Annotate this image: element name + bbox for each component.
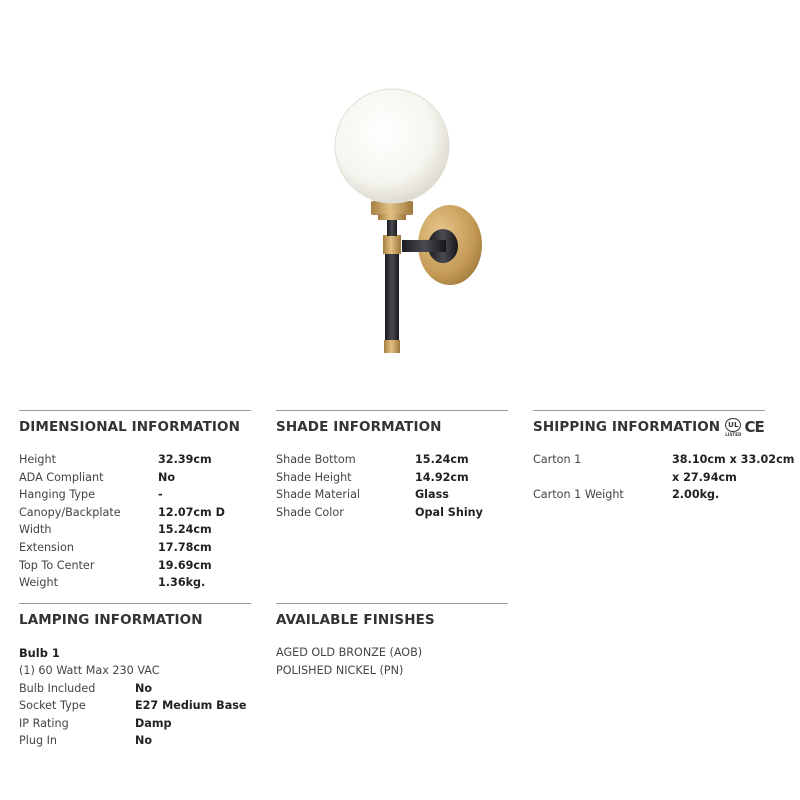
spec-row	[19, 680, 251, 698]
spec-value: Opal Shiny	[415, 505, 483, 519]
spec-row	[276, 486, 508, 504]
spec-value: x 27.94cm	[672, 470, 737, 484]
spec-label: Top To Center	[19, 558, 95, 572]
spec-value: 2.00kg.	[672, 488, 720, 502]
spec-label: Height	[19, 453, 56, 466]
spec-label: Shade Height	[276, 470, 352, 484]
spec-value: Glass	[415, 488, 449, 502]
spec-row	[19, 451, 251, 469]
shade-section	[276, 410, 508, 521]
spec-row	[276, 451, 508, 469]
arm	[402, 240, 446, 252]
dimensional-section	[19, 410, 251, 592]
spec-label: Weight	[19, 576, 58, 590]
shipping-title: SHIPPING INFORMATION	[533, 419, 721, 435]
finish-item: AGED OLD BRONZE (AOB)	[276, 646, 423, 659]
lamping-title: LAMPING INFORMATION	[19, 612, 203, 628]
ul-listed-icon	[725, 418, 741, 437]
spec-label: Width	[19, 523, 52, 537]
lamping-section	[19, 603, 251, 750]
spec-value: No	[135, 681, 153, 695]
spec-row	[276, 469, 508, 487]
spec-value: 32.39cm	[158, 453, 212, 466]
shipping-section	[533, 410, 795, 504]
spec-row	[19, 574, 251, 592]
spec-row	[19, 486, 251, 504]
spec-row	[19, 521, 251, 539]
spec-value: 17.78cm	[158, 540, 212, 554]
bulb-heading: Bulb 1	[19, 646, 60, 660]
ul-logo-text: UL	[725, 418, 741, 432]
spec-label: IP Rating	[19, 716, 69, 730]
spec-label: Plug In	[19, 734, 57, 748]
spec-label: Shade Material	[276, 488, 361, 502]
spec-label: Shade Bottom	[276, 453, 356, 466]
spec-value: 15.24cm	[415, 453, 469, 466]
spec-label: ADA Compliant	[19, 470, 104, 484]
ul-listed-text: LISTED	[725, 431, 742, 437]
section-divider	[19, 410, 251, 411]
spec-label: Hanging Type	[19, 488, 96, 502]
finish-item: POLISHED NICKEL (PN)	[276, 663, 404, 677]
stem-brass-foot	[384, 340, 400, 353]
spec-row-continuation	[533, 469, 765, 487]
spec-row	[533, 451, 795, 469]
finishes-title: AVAILABLE FINISHES	[276, 612, 435, 628]
spec-value: 38.10cm x 33.02cm	[672, 453, 795, 466]
certifications	[725, 416, 764, 438]
finishes-list	[276, 644, 508, 679]
dimensional-rows	[19, 451, 251, 592]
stem-bronze	[385, 250, 399, 343]
spec-row	[19, 697, 251, 715]
spec-row	[19, 539, 251, 557]
bulb-spec	[19, 662, 251, 680]
spec-label: Shade Color	[276, 505, 344, 519]
section-divider	[276, 410, 508, 411]
shade-title: SHADE INFORMATION	[276, 419, 442, 435]
spec-label: Extension	[19, 540, 74, 554]
spec-value: 14.92cm	[415, 470, 469, 484]
ce-mark-icon: CE	[744, 418, 764, 436]
spec-value: -	[158, 488, 163, 502]
spec-value: E27 Medium Base	[135, 699, 247, 713]
shade-rows	[276, 451, 508, 521]
product-image-sconce	[290, 70, 520, 370]
spec-value: 1.36kg.	[158, 576, 206, 590]
spec-label: Canopy/Backplate	[19, 505, 121, 519]
section-divider	[533, 410, 765, 411]
stem-brass-collar	[383, 235, 401, 254]
dimensional-title: DIMENSIONAL INFORMATION	[19, 419, 241, 435]
globe-shade	[335, 89, 449, 203]
spec-row	[276, 504, 508, 522]
spec-label: Bulb Included	[19, 681, 96, 695]
section-divider	[276, 603, 508, 604]
spec-label: Carton 1 Weight	[533, 488, 624, 502]
spec-value: No	[135, 734, 153, 748]
spec-row	[19, 732, 251, 750]
spec-row	[533, 486, 765, 504]
spec-value: 15.24cm	[158, 523, 212, 537]
spec-label: Socket Type	[19, 699, 86, 713]
spec-value: No	[158, 470, 176, 484]
spec-value: 12.07cm D	[158, 505, 225, 519]
finishes-section	[276, 603, 508, 679]
spec-label: (1) 60 Watt Max 230 VAC	[19, 664, 160, 677]
spec-value: 19.69cm	[158, 558, 212, 572]
spec-row	[19, 504, 251, 522]
spec-row	[19, 557, 251, 575]
spec-value: Damp	[135, 716, 172, 730]
shipping-title-row	[533, 416, 765, 438]
section-divider	[19, 603, 251, 604]
spec-row	[19, 715, 251, 733]
spec-label: Carton 1	[533, 453, 582, 466]
shipping-rows	[533, 451, 795, 504]
spec-row	[19, 469, 251, 487]
lamping-rows	[19, 644, 251, 750]
